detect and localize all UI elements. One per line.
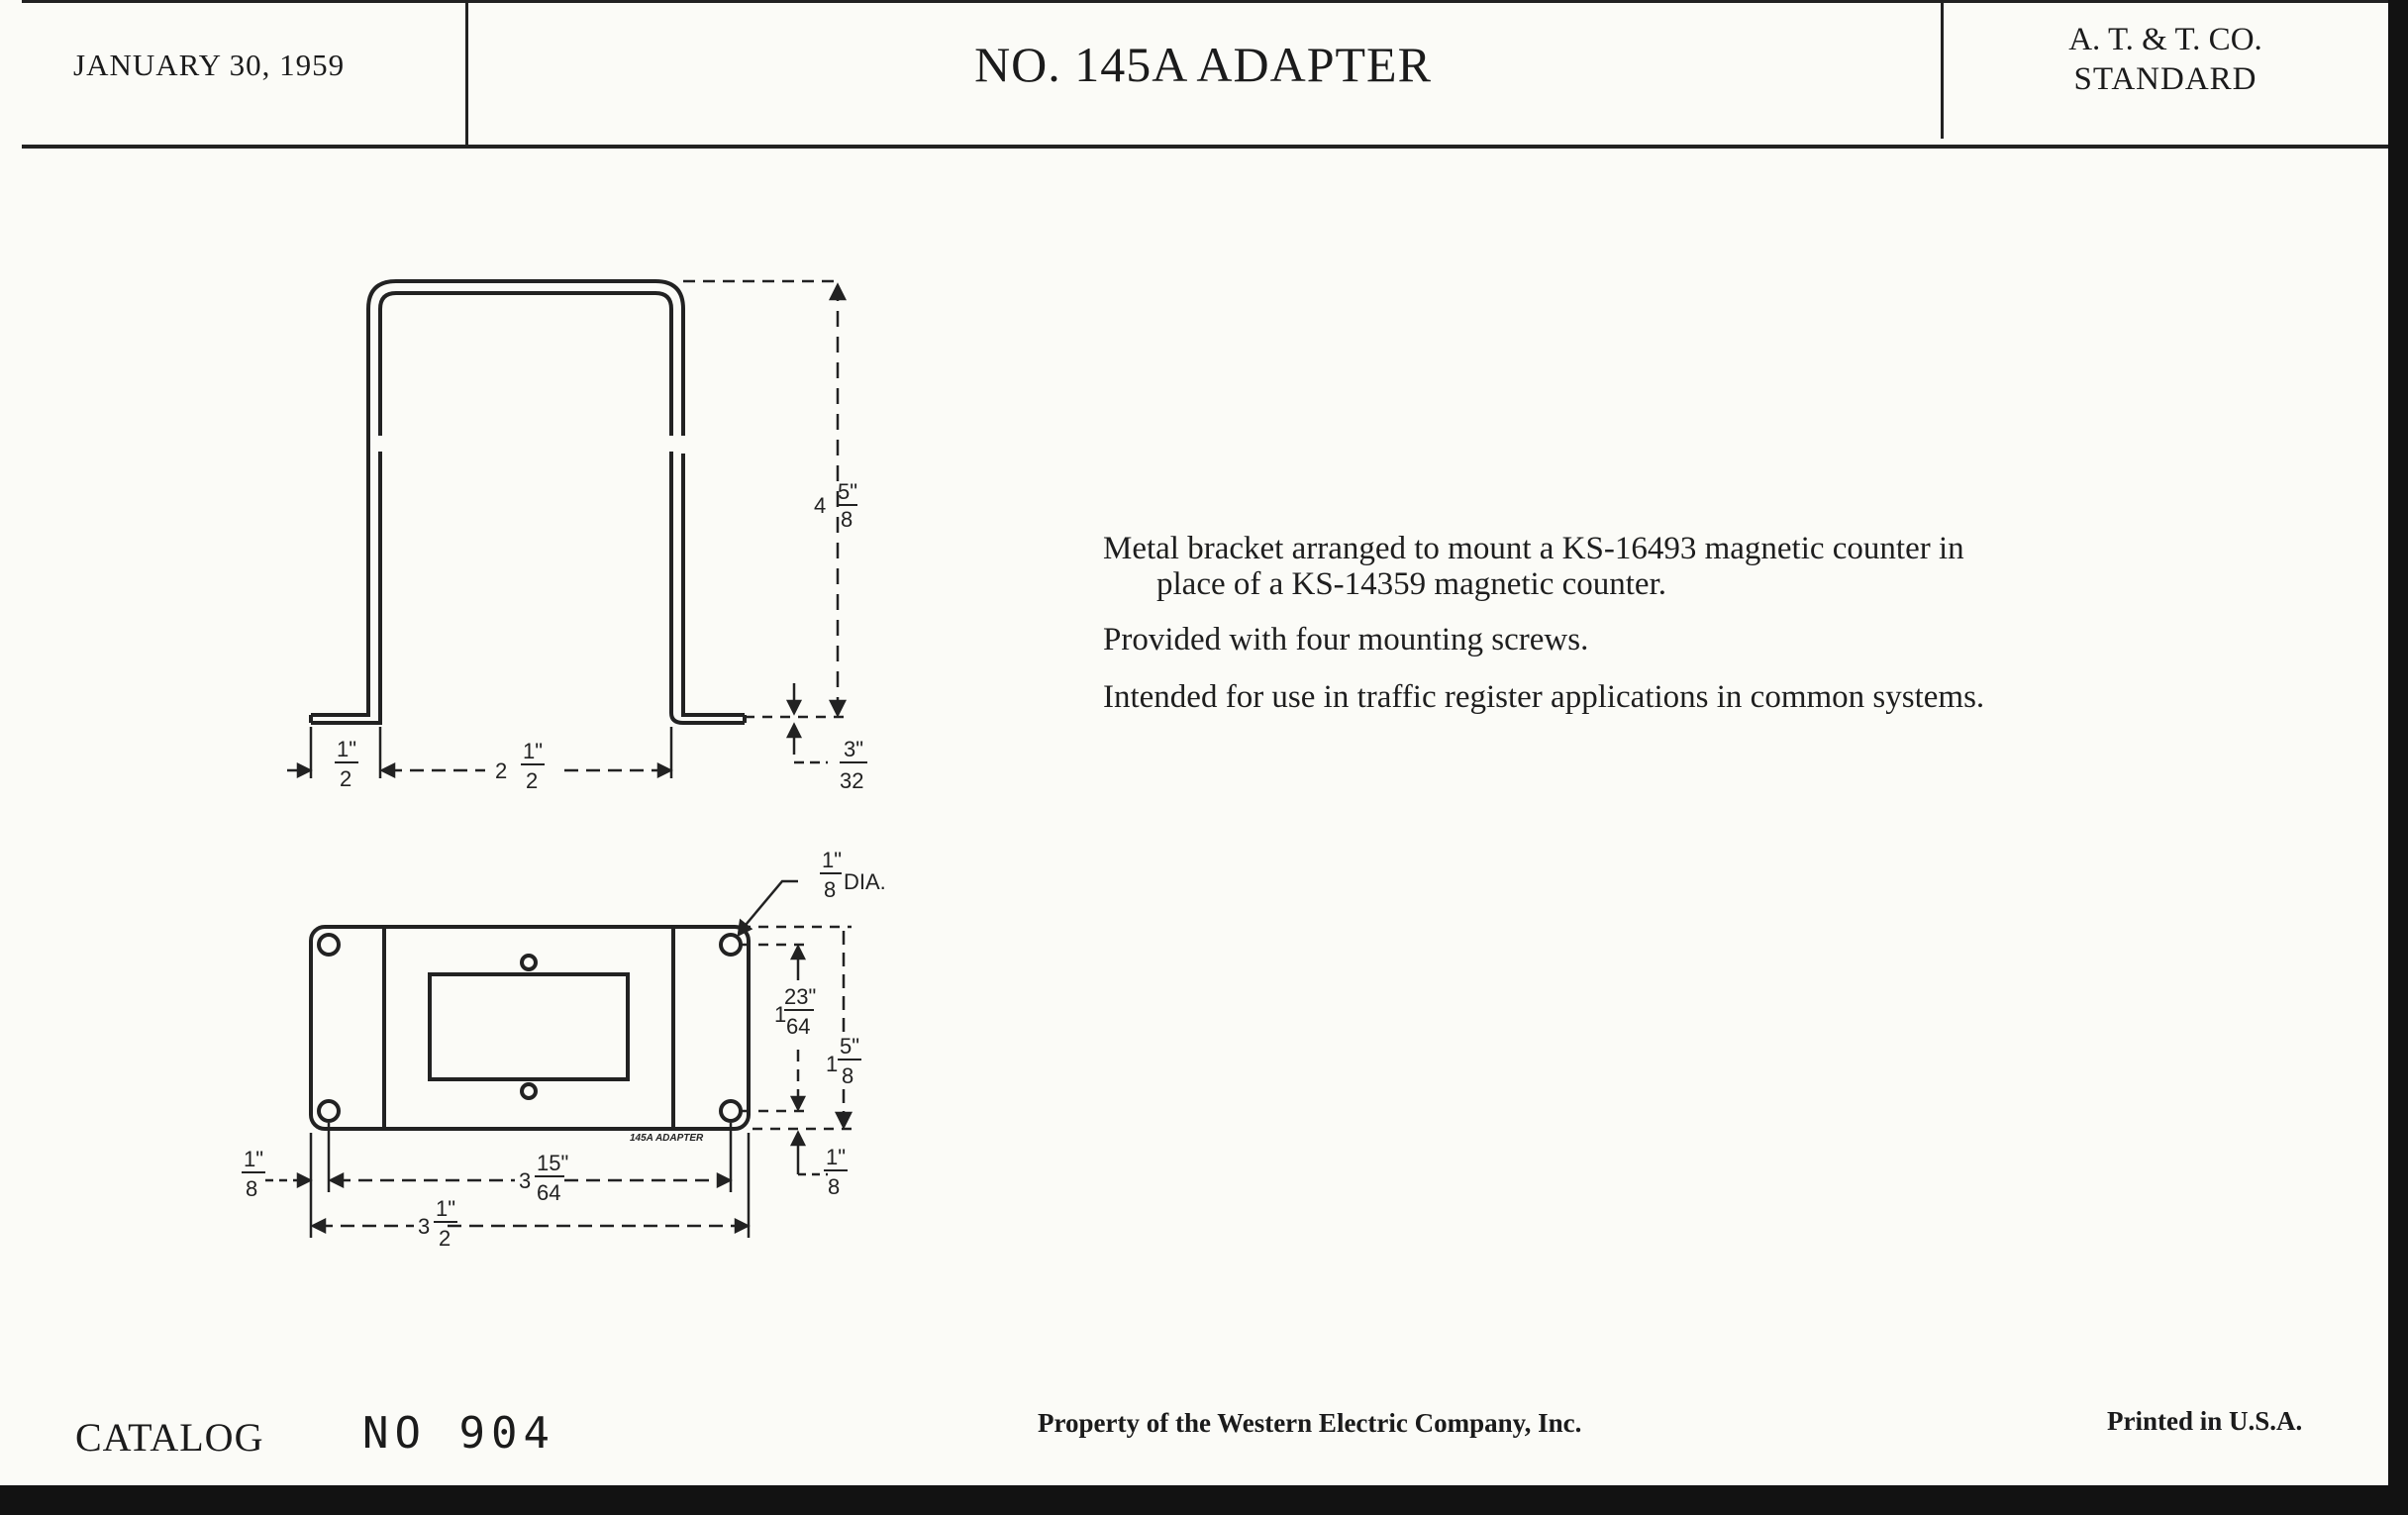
mount-hole-tl [319, 935, 339, 955]
dim-holesx-num: 15" [537, 1151, 569, 1175]
bracket-top-view [311, 927, 749, 1129]
property-notice: Property of the Western Electric Company, Inc. [1038, 1408, 1582, 1438]
dim-flange-den: 2 [340, 766, 352, 791]
center-hole-bottom [522, 1084, 536, 1098]
mount-hole-br [721, 1101, 741, 1121]
dim-holespace-num: 23" [784, 984, 817, 1009]
description-line1: Metal bracket arranged to mount a KS-16493 magnetic counter in [1103, 531, 1964, 566]
description-line3: Intended for use in traffic register applications in common systems. [1103, 679, 1985, 715]
dim-thick-den: 32 [840, 768, 864, 793]
dim-holesx-den: 64 [537, 1180, 561, 1205]
dim-height-num: 5" [838, 479, 858, 504]
dim-plate-den: 8 [842, 1063, 854, 1088]
dim-hole-suffix: DIA. [844, 869, 886, 894]
dim-plate-num: 5" [840, 1034, 860, 1059]
dim-height-den: 8 [841, 507, 853, 532]
catalog-label: CATALOG [75, 1415, 264, 1460]
mount-hole-bl [319, 1101, 339, 1121]
dim-inner-whole: 2 [495, 758, 508, 783]
top-view-labels [242, 848, 886, 1251]
dim-flange-num: 1" [337, 737, 357, 761]
dim-holespace-den: 64 [786, 1014, 811, 1039]
dim-inner-num: 1" [523, 739, 544, 763]
plate-marking: 145A ADAPTER [630, 1133, 704, 1144]
description-line2: Provided with four mounting screws. [1103, 622, 1589, 657]
dim-height-whole: 4 [814, 493, 827, 518]
dim-plate-whole: 1 [826, 1052, 839, 1076]
header-date: JANUARY 30, 1959 [73, 48, 346, 82]
dim-holespace-whole: 1 [774, 1002, 787, 1027]
dim-edge-den: 8 [246, 1176, 258, 1201]
dim-hole-den: 8 [824, 877, 837, 902]
dim-total-whole: 3 [418, 1214, 431, 1239]
mount-hole-tr [721, 935, 741, 955]
header-org-line1: A. T. & T. CO. [2068, 22, 2262, 57]
dim-thick-num: 3" [844, 737, 864, 761]
dim-total-den: 2 [439, 1226, 452, 1251]
description-line1-cont: place of a KS-14359 magnetic counter. [1156, 566, 1666, 602]
bracket-side-view [311, 281, 745, 723]
header-org-line2: STANDARD [2073, 61, 2258, 97]
side-view-dimensions [287, 281, 852, 778]
side-view-labels [335, 479, 867, 793]
dim-inner-den: 2 [526, 768, 539, 793]
page-title: NO. 145A ADAPTER [974, 37, 1432, 92]
center-hole-top [522, 956, 536, 969]
dim-hole-num: 1" [822, 848, 843, 872]
dim-edgeb-den: 8 [828, 1174, 841, 1199]
catalog-number: NO 904 [362, 1408, 555, 1459]
dim-total-num: 1" [436, 1196, 456, 1221]
printed-notice: Printed in U.S.A. [2107, 1406, 2303, 1436]
dim-holesx-whole: 3 [519, 1168, 532, 1193]
dim-edge-num: 1" [244, 1147, 264, 1171]
dim-edgeb-num: 1" [826, 1145, 847, 1169]
